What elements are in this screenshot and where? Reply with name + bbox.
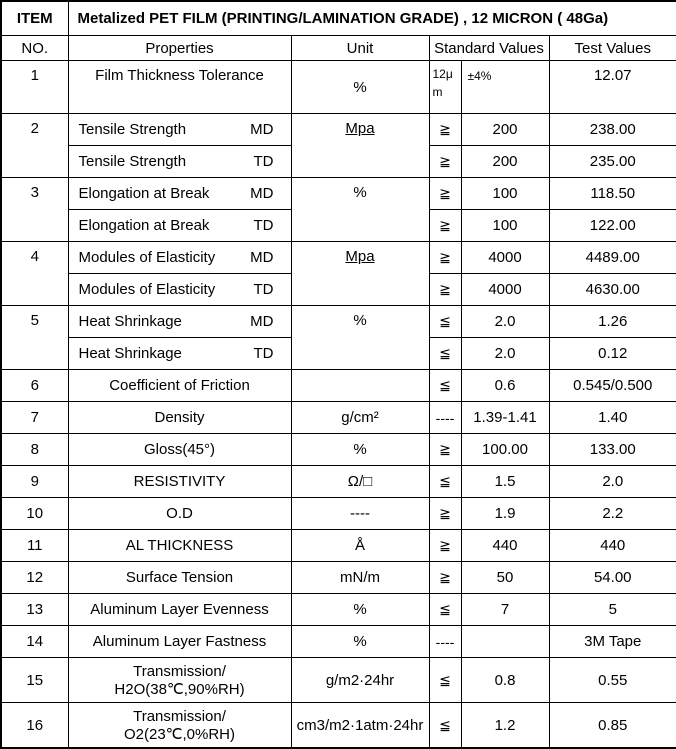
property-cell xyxy=(68,658,291,703)
unit-cell: mN/m xyxy=(291,562,429,594)
header-unit: Unit xyxy=(291,36,429,61)
standard-value-cell: 0.6 xyxy=(461,370,549,402)
column-header-row xyxy=(1,36,676,61)
property-label: Elongation at Break xyxy=(78,185,210,202)
no-cell: 12 xyxy=(1,562,68,594)
property-line2: H2O(38℃,90%RH) xyxy=(114,680,245,698)
unit-cell: cm3/m2·1atm·24hr xyxy=(291,703,429,749)
standard-value-cell: 100.00 xyxy=(461,434,549,466)
standard-value-cell: 4000 xyxy=(461,242,549,274)
no-cell: 8 xyxy=(1,434,68,466)
table-row xyxy=(1,306,676,338)
symbol-cell: ≧ xyxy=(429,210,461,242)
property-cell: Coefficient of Friction xyxy=(68,370,291,402)
standard-value-cell: 100 xyxy=(461,178,549,210)
property-cell xyxy=(68,146,291,178)
no-cell: 9 xyxy=(1,466,68,498)
table-row xyxy=(1,466,676,498)
spec-table-body xyxy=(1,1,676,748)
no-cell: 1 xyxy=(1,61,68,114)
symbol-cell: ≦ xyxy=(429,703,461,749)
property-cell: Aluminum Layer Evenness xyxy=(68,594,291,626)
unit-cell: Å xyxy=(291,530,429,562)
property-label: Heat Shrinkage xyxy=(78,313,182,330)
property-direction: MD xyxy=(250,121,274,138)
test-value-cell: 122.00 xyxy=(549,210,676,242)
unit-cell: % xyxy=(291,306,429,370)
table-row xyxy=(1,658,676,703)
symbol-cell: 12μm xyxy=(429,61,461,114)
property-cell xyxy=(68,242,291,274)
property-direction: MD xyxy=(250,249,274,266)
test-value-cell: 12.07 xyxy=(549,61,676,114)
property-direction: TD xyxy=(253,217,274,234)
standard-value-cell xyxy=(461,626,549,658)
test-value-cell: 235.00 xyxy=(549,146,676,178)
unit-cell: % xyxy=(291,434,429,466)
table-row xyxy=(1,114,676,146)
property-cell xyxy=(68,210,291,242)
test-value-cell: 440 xyxy=(549,530,676,562)
test-value-cell: 2.0 xyxy=(549,466,676,498)
symbol-cell: ≧ xyxy=(429,178,461,210)
property-line1: Transmission/ xyxy=(133,707,226,725)
table-row xyxy=(1,370,676,402)
test-value-cell: 4630.00 xyxy=(549,274,676,306)
no-cell: 13 xyxy=(1,594,68,626)
standard-value-cell: 4000 xyxy=(461,274,549,306)
no-cell: 2 xyxy=(1,114,68,178)
property-label: Modules of Elasticity xyxy=(78,249,216,266)
standard-value-cell: 2.0 xyxy=(461,338,549,370)
property-cell: Film Thickness Tolerance xyxy=(68,61,291,114)
property-cell: Aluminum Layer Fastness xyxy=(68,626,291,658)
table-row xyxy=(1,498,676,530)
symbol-cell: ≧ xyxy=(429,114,461,146)
standard-value-cell: 1.9 xyxy=(461,498,549,530)
unit-cell: Mpa xyxy=(291,114,429,178)
test-value-cell: 1.40 xyxy=(549,402,676,434)
symbol-cell: ≦ xyxy=(429,466,461,498)
test-value-cell: 4489.00 xyxy=(549,242,676,274)
standard-value-cell: 2.0 xyxy=(461,306,549,338)
test-value-cell: 133.00 xyxy=(549,434,676,466)
table-row xyxy=(1,402,676,434)
property-cell: RESISTIVITY xyxy=(68,466,291,498)
header-properties: Properties xyxy=(68,36,291,61)
symbol-cell: ≧ xyxy=(429,146,461,178)
symbol-cell: ≧ xyxy=(429,274,461,306)
symbol-cell: ≦ xyxy=(429,594,461,626)
test-value-cell: 54.00 xyxy=(549,562,676,594)
table-row xyxy=(1,434,676,466)
standard-value-cell: 50 xyxy=(461,562,549,594)
property-direction: TD xyxy=(253,345,274,362)
no-cell: 11 xyxy=(1,530,68,562)
property-direction: TD xyxy=(253,153,274,170)
no-cell: 14 xyxy=(1,626,68,658)
unit-cell: ---- xyxy=(291,498,429,530)
standard-value-cell: 1.2 xyxy=(461,703,549,749)
no-cell: 4 xyxy=(1,242,68,306)
header-test-values: Test Values xyxy=(549,36,676,61)
page-title: Metalized PET FILM (PRINTING/LAMINATION GRADE) , 12 MICRON ( 48Ga) xyxy=(68,1,676,36)
property-label: Tensile Strength xyxy=(78,153,187,170)
symbol-cell: ≦ xyxy=(429,658,461,703)
no-cell: 15 xyxy=(1,658,68,703)
property-cell: Surface Tension xyxy=(68,562,291,594)
test-value-cell: 3M Tape xyxy=(549,626,676,658)
property-cell: AL THICKNESS xyxy=(68,530,291,562)
test-value-cell: 0.85 xyxy=(549,703,676,749)
item-label: ITEM xyxy=(1,1,68,36)
table-row xyxy=(1,626,676,658)
standard-value-cell: 200 xyxy=(461,114,549,146)
test-value-cell: 118.50 xyxy=(549,178,676,210)
no-cell: 5 xyxy=(1,306,68,370)
symbol-cell: ≦ xyxy=(429,338,461,370)
table-row xyxy=(1,178,676,210)
symbol-cell: ---- xyxy=(429,626,461,658)
test-value-cell: 1.26 xyxy=(549,306,676,338)
symbol-cell: ≦ xyxy=(429,306,461,338)
property-cell xyxy=(68,306,291,338)
unit-cell: % xyxy=(291,626,429,658)
test-value-cell: 0.545/0.500 xyxy=(549,370,676,402)
unit-cell: % xyxy=(291,61,429,114)
property-cell xyxy=(68,703,291,749)
symbol-cell: ≧ xyxy=(429,498,461,530)
standard-value-cell: ±4% xyxy=(461,61,549,114)
property-cell xyxy=(68,114,291,146)
property-label: Heat Shrinkage xyxy=(78,345,182,362)
symbol-cell: ≧ xyxy=(429,434,461,466)
symbol-cell: ---- xyxy=(429,402,461,434)
no-cell: 6 xyxy=(1,370,68,402)
no-cell: 3 xyxy=(1,178,68,242)
test-value-cell: 2.2 xyxy=(549,498,676,530)
header-standard-values: Standard Values xyxy=(429,36,549,61)
property-direction: MD xyxy=(250,313,274,330)
standard-value-cell: 200 xyxy=(461,146,549,178)
unit-cell: Mpa xyxy=(291,242,429,306)
standard-value-cell: 1.5 xyxy=(461,466,549,498)
property-line1: Transmission/ xyxy=(133,662,226,680)
standard-value-cell: 1.39-1.41 xyxy=(461,402,549,434)
test-value-cell: 0.12 xyxy=(549,338,676,370)
symbol-cell: ≧ xyxy=(429,562,461,594)
table-row xyxy=(1,530,676,562)
no-cell: 7 xyxy=(1,402,68,434)
property-cell xyxy=(68,274,291,306)
unit-cell: Ω/□ xyxy=(291,466,429,498)
standard-value-cell: 7 xyxy=(461,594,549,626)
unit-cell: g/cm² xyxy=(291,402,429,434)
symbol-cell: ≦ xyxy=(429,370,461,402)
no-cell: 16 xyxy=(1,703,68,749)
symbol-cell: ≧ xyxy=(429,242,461,274)
property-label: Modules of Elasticity xyxy=(78,281,216,298)
symbol-cell: ≧ xyxy=(429,530,461,562)
test-value-cell: 0.55 xyxy=(549,658,676,703)
property-cell: Density xyxy=(68,402,291,434)
unit-cell: g/m2·24hr xyxy=(291,658,429,703)
table-row xyxy=(1,594,676,626)
property-cell: O.D xyxy=(68,498,291,530)
no-cell: 10 xyxy=(1,498,68,530)
property-direction: MD xyxy=(250,185,274,202)
test-value-cell: 238.00 xyxy=(549,114,676,146)
property-label: Tensile Strength xyxy=(78,121,187,138)
property-cell xyxy=(68,178,291,210)
standard-value-cell: 100 xyxy=(461,210,549,242)
unit-cell: % xyxy=(291,178,429,242)
table-row xyxy=(1,703,676,749)
property-cell xyxy=(68,338,291,370)
header-no: NO. xyxy=(1,36,68,61)
table-row xyxy=(1,61,676,114)
property-cell: Gloss(45°) xyxy=(68,434,291,466)
test-value-cell: 5 xyxy=(549,594,676,626)
table-row xyxy=(1,562,676,594)
property-label: Elongation at Break xyxy=(78,217,210,234)
unit-cell xyxy=(291,370,429,402)
title-row xyxy=(1,1,676,36)
table-row xyxy=(1,242,676,274)
property-line2: O2(23℃,0%RH) xyxy=(123,725,236,743)
property-direction: TD xyxy=(253,281,274,298)
standard-value-cell: 0.8 xyxy=(461,658,549,703)
standard-value-cell: 440 xyxy=(461,530,549,562)
unit-cell: % xyxy=(291,594,429,626)
